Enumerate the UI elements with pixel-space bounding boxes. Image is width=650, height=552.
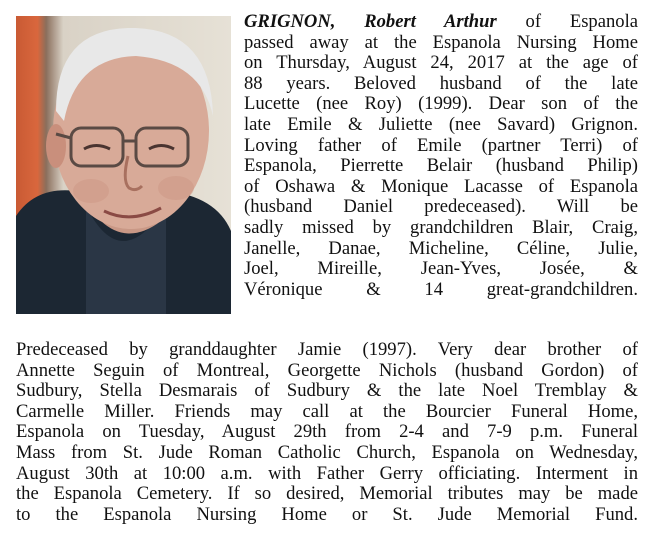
text-line: late Emile & Juliette (nee Savard) Grignon. [244, 113, 638, 135]
text-line: Predeceased by granddaughter Jamie (1997). Very dear brother of [16, 339, 638, 360]
text-line: August 30th at 10:00 a.m. with Father Gerry officiating. Interment in [16, 462, 638, 484]
text-line: the Espanola Cemetery. If so desired, Memorial tributes may be made [16, 483, 638, 505]
text-line: Mass from St. Jude Roman Catholic Church, Espanola on Wednesday, [16, 441, 638, 463]
text-line: (husband Daniel predeceased). Will be [244, 196, 638, 218]
obituary-text-beside-photo [244, 12, 638, 300]
deceased-name: GRIGNON, Robert Arthur [244, 11, 497, 32]
text-line: passed away at the Espanola Nursing Home [244, 31, 638, 53]
text-line: 88 years. Beloved husband of the late [244, 72, 638, 94]
text-line-1: GRIGNON, Robert Arthur of Espanola [244, 11, 638, 32]
portrait-photo [16, 16, 231, 314]
text-line: Lucette (nee Roy) (1999). Dear son of the [244, 93, 638, 115]
portrait-illustration [16, 16, 231, 314]
text-line: on Thursday, August 24, 2017 at the age of [244, 52, 638, 74]
obituary-text-full-width [16, 340, 638, 525]
text-line: Joel, Mireille, Jean-Yves, Josée, & [244, 258, 638, 280]
text-line: Sudbury, Stella Desmarais of Sudbury & the late Noel Tremblay & [16, 380, 638, 402]
text-line: Carmelle Miller. Friends may call at the Bourcier Funeral Home, [16, 400, 638, 422]
text-line: sadly missed by grandchildren Blair, Craig, [244, 216, 638, 238]
text-line: Annette Seguin of Montreal, Georgette Nichols (husband Gordon) of [16, 359, 638, 381]
text-line: Véronique & 14 great-grandchildren. [244, 278, 638, 300]
text-line: Loving father of Emile (partner Terri) of [244, 134, 638, 156]
text-line: Janelle, Danae, Micheline, Céline, Julie, [244, 237, 638, 259]
text-line: Espanola, Pierrette Belair (husband Philip) [244, 155, 638, 177]
text-line: to the Espanola Nursing Home or St. Jude Memorial Fund. [16, 503, 638, 525]
text-line: of Oshawa & Monique Lacasse of Espanola [244, 175, 638, 197]
text-line: Espanola on Tuesday, August 29th from 2-4 and 7-9 p.m. Funeral [16, 421, 638, 443]
